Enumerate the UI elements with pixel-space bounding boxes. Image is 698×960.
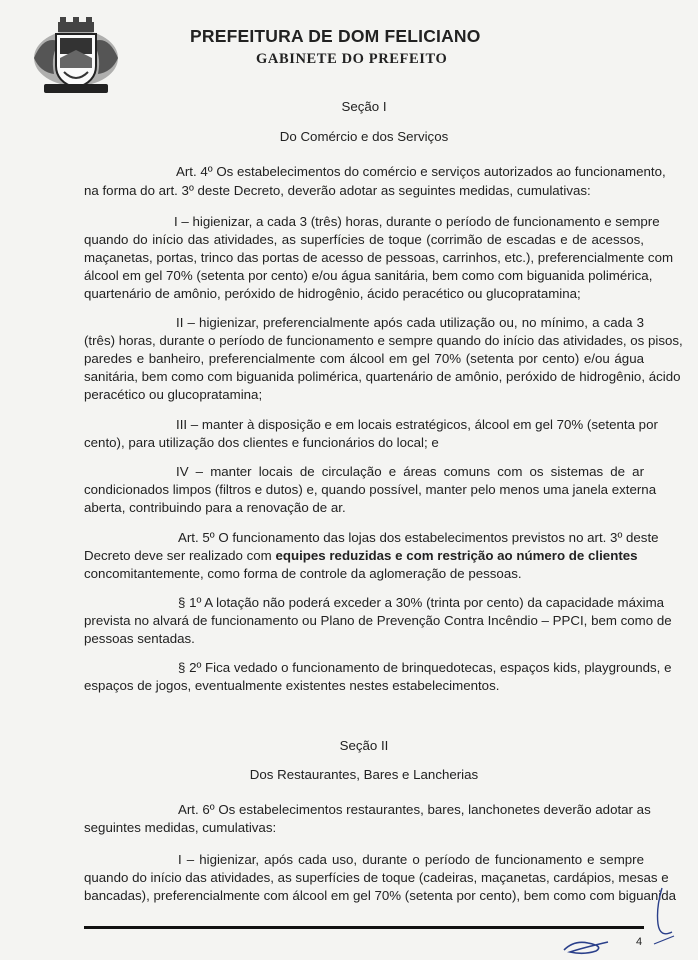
- paragraph-line: condicionados limpos (filtros e dutos) e, quando possível, manter pelo menos uma janela externa: [84, 482, 657, 497]
- paragraph-line: prevista no alvará de funcionamento ou Plano de Prevenção Contra Incêndio – PPCI, bem como de: [84, 613, 672, 628]
- paragraph-line: Art. 6º Os estabelecimentos restaurantes, bares, lanchonetes deverão adotar as: [178, 802, 651, 817]
- paragraph-line: quando do início das atividades, as superfícies de toque (corrimão de escadas e de acessos,: [84, 232, 644, 247]
- highlighted-text: equipes reduzidas e com restrição ao número de clientes: [275, 548, 638, 563]
- paragraph-line: [84, 547, 644, 564]
- paragraph-line: concomitantemente, como forma de controle da aglomeração de pessoas.: [84, 566, 522, 581]
- paragraph-line: pessoas sentadas.: [84, 631, 195, 646]
- page-number: 4: [636, 936, 643, 948]
- paragraph-text: Decreto deve ser realizado com: [84, 548, 272, 563]
- paragraph-line: § 1º A lotação não poderá exceder a 30% (trinta por cento) da capacidade máxima: [178, 595, 665, 610]
- paragraph-line: I – higienizar, a cada 3 (três) horas, durante o período de funcionamento e sempre: [174, 214, 660, 229]
- paragraph-line: bancadas), preferencialmente com álcool em gel 70% (setenta por cento), bem como com biguanida: [84, 888, 677, 903]
- section-title: Do Comércio e dos Serviços: [279, 129, 449, 144]
- paragraph-line: (três) horas, durante o período de funcionamento e sempre quando do início das atividades, os pisos,: [84, 333, 683, 348]
- initials-signature: [560, 936, 614, 956]
- paragraph-line: maçanetas, portas, trinco das portas de acesso de pessoas, carrinhos, etc.), preferencialmente com: [84, 250, 674, 265]
- section-heading: Seção I: [341, 99, 387, 114]
- section-title: Dos Restaurantes, Bares e Lancherias: [249, 767, 479, 782]
- municipal-coat-of-arms: [30, 14, 122, 98]
- paragraph-line: § 2º Fica vedado o funcionamento de brinquedotecas, espaços kids, playgrounds, e: [178, 660, 672, 675]
- paragraph-line: seguintes medidas, cumulativas:: [84, 820, 277, 835]
- paragraph-line: IV – manter locais de circulação e áreas comuns com os sistemas de ar: [176, 464, 644, 479]
- paragraph-line: III – manter à disposição e em locais estratégicos, álcool em gel 70% (setenta por: [176, 417, 658, 432]
- paragraph-line: Art. 5º O funcionamento das lojas dos estabelecimentos previstos no art. 3º deste: [178, 530, 659, 545]
- paragraph-line: Art. 4º Os estabelecimentos do comércio e serviços autorizados ao funcionamento,: [176, 164, 666, 179]
- paragraph-line: peracético ou glucopratamina;: [84, 387, 263, 402]
- paragraph-line: quartenário de amônio, peróxido de hidrogênio, ácido peracético ou glucopratamina;: [84, 286, 581, 301]
- header-subtitle: GABINETE DO PREFEITO: [256, 51, 448, 67]
- paragraph-line: espaços de jogos, eventualmente existentes nestes estabelecimentos.: [84, 678, 500, 693]
- paragraph-line: sanitária, bem como com biguanida polimérica, quartenário de amônio, peróxido de hidrogênio, ácido: [84, 369, 681, 384]
- paragraph-line: cento), para utilização dos clientes e funcionários do local; e: [84, 435, 439, 450]
- paragraph-line: I – higienizar, após cada uso, durante o período de funcionamento e sempre: [178, 852, 644, 867]
- handwritten-mark: [648, 886, 678, 946]
- paragraph-line: II – higienizar, preferencialmente após cada utilização ou, no mínimo, a cada 3: [176, 315, 644, 330]
- paragraph-line: paredes e banheiro, preferencialmente com álcool em gel 70% (setenta por cento) e/ou água: [84, 351, 644, 366]
- paragraph-line: quando do início das atividades, as superfícies de toque (cadeiras, maçanetas, cardápios, mesas e: [84, 870, 669, 885]
- paragraph-line: álcool em gel 70% (setenta por cento) e/ou água sanitária, bem como com biguanida polimérica,: [84, 268, 653, 283]
- section-heading: Seção II: [339, 738, 389, 753]
- footer-rule: [84, 926, 644, 929]
- paragraph-line: aberta, contribuindo para a renovação de ar.: [84, 500, 346, 515]
- paragraph-line: na forma do art. 3º deste Decreto, deverão adotar as seguintes medidas, cumulativas:: [84, 183, 591, 198]
- header-title: PREFEITURA DE DOM FELICIANO: [190, 26, 481, 46]
